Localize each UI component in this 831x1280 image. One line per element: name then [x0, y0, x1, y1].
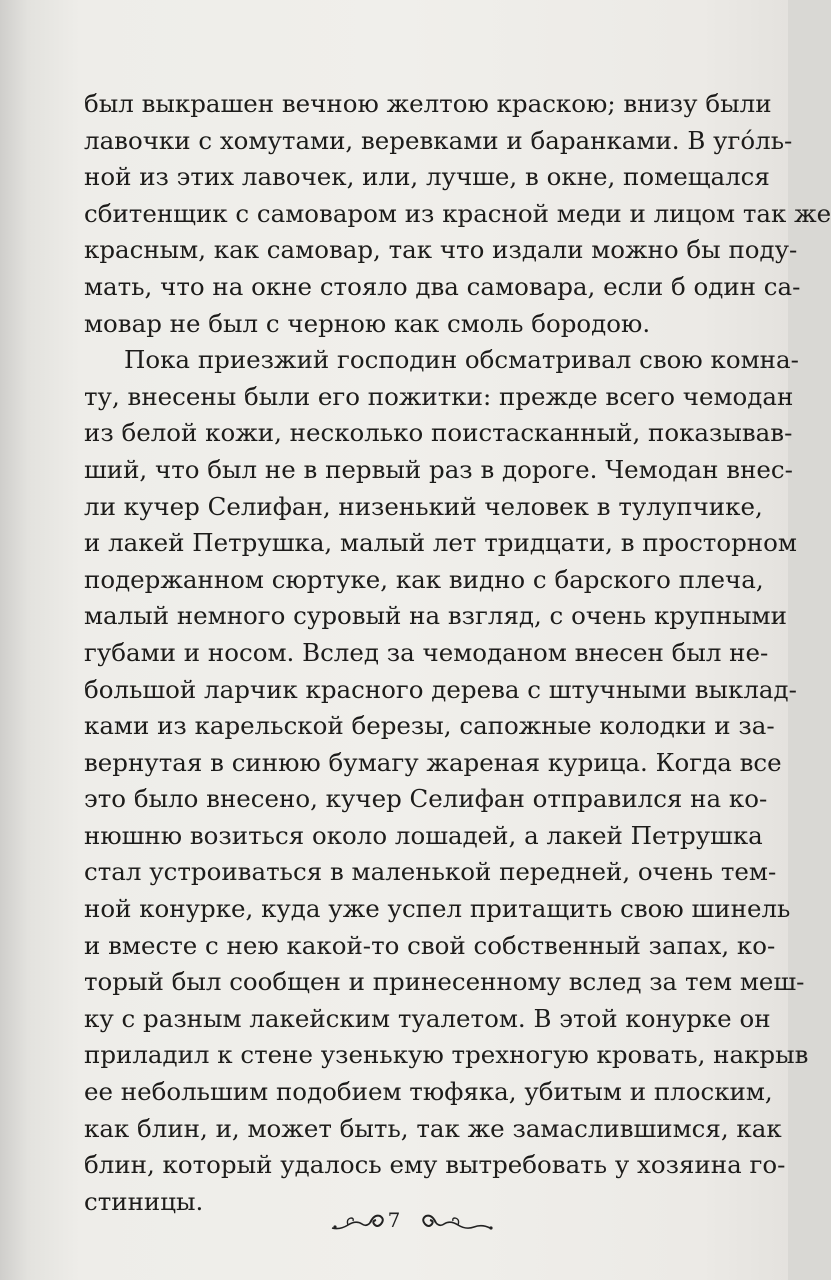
text-line: ту, внесены были его пожитки: прежде всего чемодан: [84, 381, 794, 411]
text-line: губами и носом. Вслед за чемоданом внесен был не-: [84, 637, 769, 667]
text-line: лавочки с хомутами, веревками и баранками. В уго́ль-: [84, 125, 793, 155]
text-line: мать, что на окне стояло два самовара, если б один са-: [84, 271, 801, 301]
text-line: сбитенщик с самоваром из красной меди и лицом так же: [84, 198, 831, 228]
text-line: как блин, и, может быть, так же замаслившимся, как: [84, 1113, 782, 1143]
text-line: ку с разным лакейским туалетом. В этой конурке он: [84, 1003, 771, 1033]
body-text: [84, 86, 831, 1220]
text-line: большой ларчик красного дерева с штучными выклад-: [84, 674, 797, 704]
text-line: ший, что был не в первый раз в дороге. Чемодан внес-: [84, 454, 793, 484]
text-line: блин, который удалось ему вытребовать у хозяина го-: [84, 1150, 786, 1180]
text-line: приладил к стене узенькую трехногую кровать, накрыв: [84, 1040, 809, 1070]
text-line: малый немного суровый на взгляд, с очень крупными: [84, 601, 787, 631]
text-line: и лакей Петрушка, малый лет тридцати, в просторном: [84, 528, 797, 558]
text-line: торый был сообщен и принесенному вслед за тем меш-: [84, 967, 805, 997]
text-line: ной из этих лавочек, или, лучше, в окне, помещался: [84, 162, 770, 192]
text-line: был выкрашен вечною желтою краскою; внизу были: [84, 89, 772, 118]
text-line: подержанном сюртуке, как видно с барского плеча,: [84, 564, 764, 594]
text-line: вернутая в синюю бумагу жареная курица. Когда все: [84, 747, 782, 777]
text-line: мовар не был с черною как смоль бородою.: [84, 308, 651, 338]
text-line: это было внесено, кучер Селифан отправился на ко-: [84, 784, 768, 814]
paragraph-2: [84, 342, 809, 1220]
right-flourish-ornament-icon: [420, 1206, 496, 1234]
text-line: ками из карельской березы, сапожные колодки и за-: [84, 711, 775, 741]
text-line: нюшню возиться около лошадей, а лакей Петрушка: [84, 820, 763, 850]
paragraph-1: [84, 86, 831, 342]
text-line: ее небольшим подобием тюфяка, убитым и плоским,: [84, 1077, 773, 1107]
text-line: стал устроиваться в маленькой передней, очень тем-: [84, 857, 777, 887]
text-line: красным, как самовар, так что издали можно бы поду-: [84, 235, 798, 265]
text-line: из белой кожи, несколько поистасканный, показывав-: [84, 418, 793, 448]
text-line: Пока приезжий господин обсматривал свою комна-: [124, 345, 799, 375]
left-flourish-ornament-icon: [330, 1206, 386, 1234]
text-line: стиницы.: [84, 1186, 204, 1216]
page-number: 7: [387, 1208, 401, 1232]
text-line: и вместе с нею какой-то свой собственный запах, ко-: [84, 930, 776, 960]
text-line: ной конурке, куда уже успел притащить свою шинель: [84, 894, 791, 924]
page-footer: [0, 1200, 788, 1244]
text-line: ли кучер Селифан, низенький человек в тулупчике,: [84, 491, 763, 521]
